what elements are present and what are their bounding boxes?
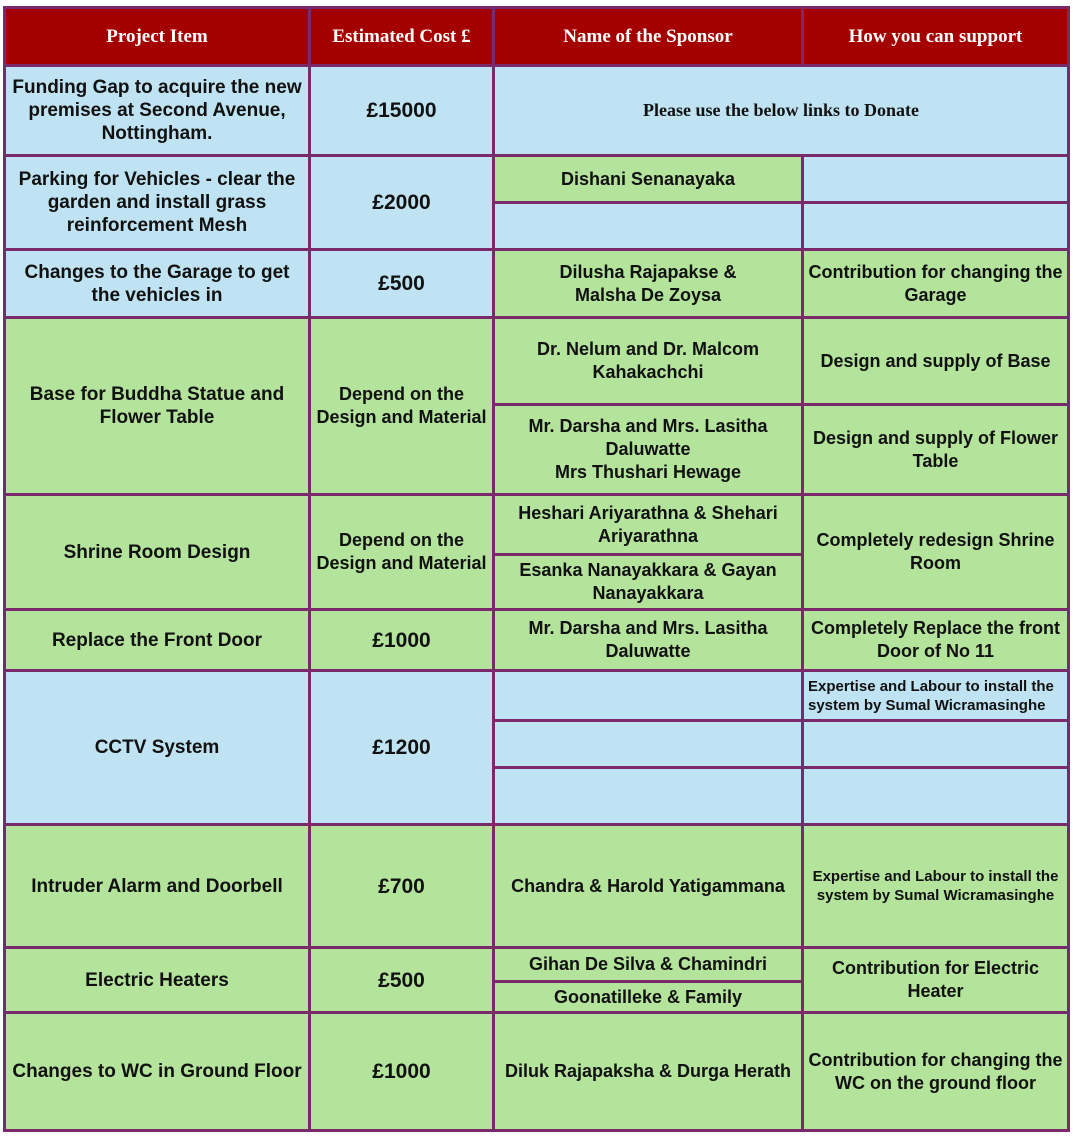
table-row-wc [5,1013,1069,1131]
sponsor-parking-1: Dishani Senanayaka [494,156,803,203]
support-parking-2 [803,203,1069,250]
sponsor-cctv-3 [494,768,803,825]
item-alarm: Intruder Alarm and Doorbell [5,825,310,948]
table-row-parking [5,156,1069,203]
sponsor-cctv-1 [494,671,803,721]
table-row-door [5,610,1069,671]
sponsor-alarm: Chandra & Harold Yatigammana [494,825,803,948]
sponsor-base-2 [494,405,803,495]
item-heaters: Electric Heaters [5,948,310,1013]
item-cctv: CCTV System [5,671,310,825]
sponsor-heaters-line-1: Gihan De Silva & Chamindri [494,948,803,982]
support-garage: Contribution for changing the Garage [803,250,1069,318]
cost-base: Depend on the Design and Material [310,318,494,495]
header-sponsor: Name of the Sponsor [494,8,803,66]
cost-parking: £2000 [310,156,494,250]
item-base: Base for Buddha Statue and Flower Table [5,318,310,495]
support-cctv-2 [803,721,1069,768]
sponsor-door: Mr. Darsha and Mrs. Lasitha Daluwatte [494,610,803,671]
cost-alarm: £700 [310,825,494,948]
support-shrine: Completely redesign Shrine Room [803,495,1069,610]
cost-heaters: £500 [310,948,494,1013]
support-heaters: Contribution for Electric Heater [803,948,1069,1013]
item-shrine: Shrine Room Design [5,495,310,610]
sponsor-garage-line-1: Dilusha Rajapakse & [559,261,737,282]
header-project-item: Project Item [5,8,310,66]
table-row-cctv [5,671,1069,721]
support-base-1: Design and supply of Base [803,318,1069,405]
table-row-alarm [5,825,1069,948]
item-parking: Parking for Vehicles - clear the garden and install grass reinforcement Mesh [5,156,310,250]
sponsorship-table [3,6,1070,1132]
cost-door: £1000 [310,610,494,671]
cost-cctv: £1200 [310,671,494,825]
table-row-shrine [5,495,1069,555]
sponsor-base-2-line-1: Mr. Darsha and Mrs. Lasitha Daluwatte [528,416,768,459]
support-door: Completely Replace the front Door of No 11 [803,610,1069,671]
item-garage: Changes to the Garage to get the vehicles in [5,250,310,318]
support-cctv-1: Expertise and Labour to install the system by Sumal Wicramasinghe [803,671,1069,721]
cost-wc: £1000 [310,1013,494,1131]
item-funding-gap: Funding Gap to acquire the new premises at Second Avenue, Nottingham. [5,66,310,156]
cost-garage: £500 [310,250,494,318]
sponsor-wc: Diluk Rajapaksha & Durga Herath [494,1013,803,1131]
cost-shrine: Depend on the Design and Material [310,495,494,610]
item-wc: Changes to WC in Ground Floor [5,1013,310,1131]
header-estimated-cost: Estimated Cost £ [310,8,494,66]
sponsor-heaters-line-2: Goonatilleke & Family [494,982,803,1013]
table-row-base [5,318,1069,405]
sponsor-cctv-2 [494,721,803,768]
table-row-heaters [5,948,1069,982]
support-alarm: Expertise and Labour to install the system by Sumal Wicramasinghe [803,825,1069,948]
support-wc: Contribution for changing the WC on the ground floor [803,1013,1069,1131]
table-row-funding [5,66,1069,156]
sponsor-shrine-2: Esanka Nanayakkara & Gayan Nanayakkara [494,555,803,610]
cost-funding-gap: £15000 [310,66,494,156]
table-row-garage [5,250,1069,318]
item-door: Replace the Front Door [5,610,310,671]
sponsor-garage [494,250,803,318]
header-row [5,8,1069,66]
sponsor-base-1: Dr. Nelum and Dr. Malcom Kahakachchi [494,318,803,405]
sponsor-parking-2 [494,203,803,250]
support-base-2: Design and supply of Flower Table [803,405,1069,495]
sponsor-base-2-line-2: Mrs Thushari Hewage [554,462,742,482]
donate-note: Please use the below links to Donate [494,66,1069,156]
header-support: How you can support [803,8,1069,66]
sponsor-shrine-1: Heshari Ariyarathna & Shehari Ariyarathna [494,495,803,555]
sponsor-garage-line-2: Malsha De Zoysa [574,284,722,305]
support-parking-1 [803,156,1069,203]
support-cctv-3 [803,768,1069,825]
